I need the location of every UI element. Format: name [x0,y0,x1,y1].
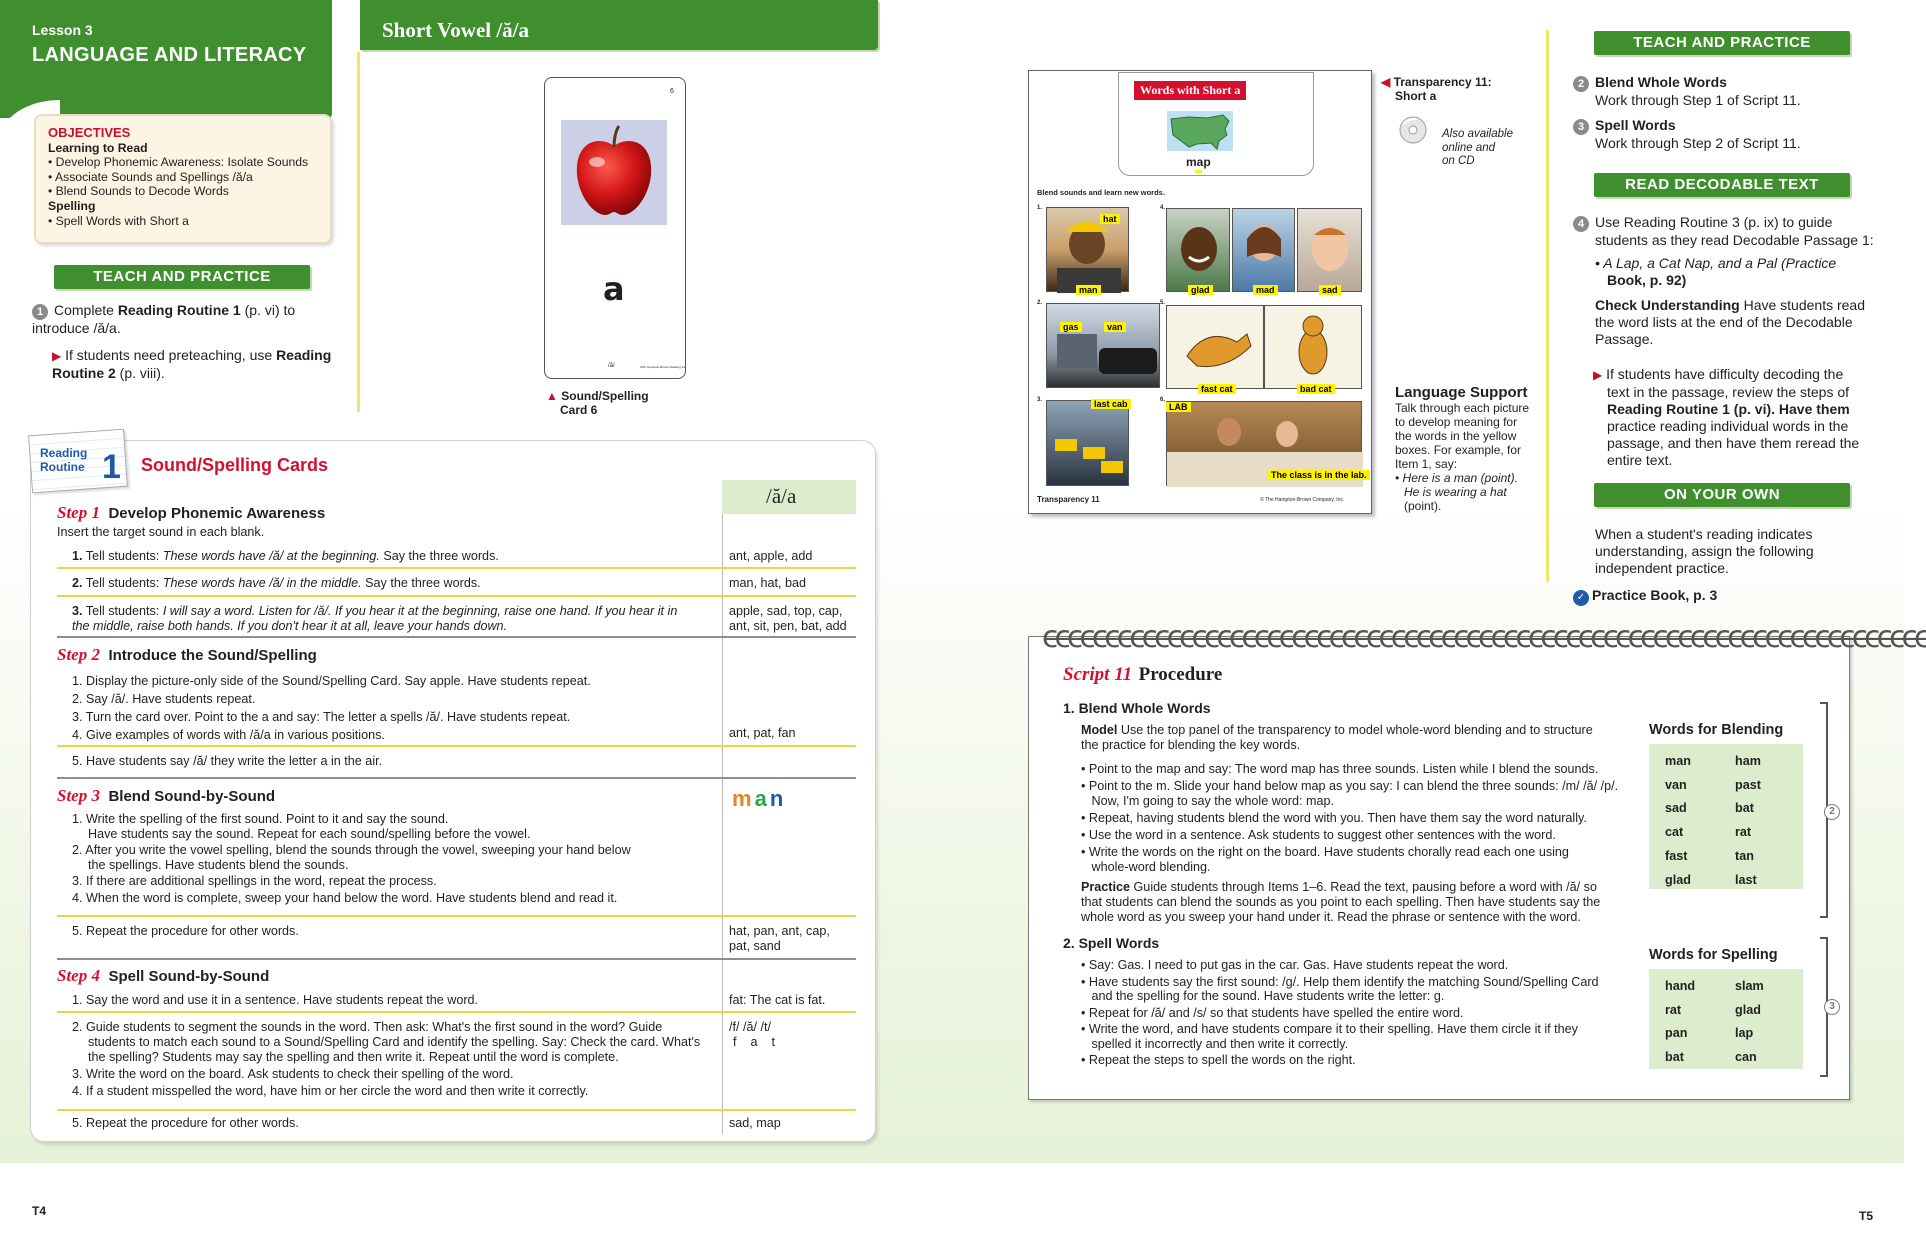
item-4-line: students as they read Decodable Passage 1: [1595,232,1874,248]
step-4-title: Spell Sound-by-Sound [108,968,270,985]
girl-icon [1233,209,1296,293]
item-1 [32,302,332,337]
step-4-row: 3. Write the word on the board. Ask students to check their spelling of the word. [72,1067,514,1081]
step-3-marker: 3 [1824,999,1840,1015]
cd-text-line: Also available [1442,128,1513,140]
spell-word: lap [1735,1026,1754,1040]
script-bullet: whole-word blending. [1081,860,1211,874]
read-decodable-bar: READ DECODABLE TEXT [1594,173,1850,197]
on-your-own-bar: ON YOUR OWN [1594,483,1850,507]
spiral-binding: ϵϵϵϵϵϵϵϵϵϵϵϵϵϵϵϵϵϵϵϵϵϵϵϵϵϵϵϵϵϵϵϵϵϵϵϵϵϵϵϵϵϵϵϵϵϵϵϵϵϵϵϵϵϵϵϵϵϵϵϵϵϵϵϵϵϵϵϵϵϵϵ [1042,620,1926,655]
page-number-right: T5 [1859,1209,1874,1223]
blend-word: ham [1735,754,1761,768]
spelling-row [1665,999,1803,1023]
model-paragraph [1081,723,1621,753]
spell-word: pan [1665,1026,1688,1040]
practice-line: that students can blend the sounds as you point to each spelling. Then have students say the [1081,895,1601,909]
photo-sad-boy [1297,208,1362,292]
tag-man: man [1076,285,1101,295]
practice-book-icon: ✓ [1573,590,1589,606]
step-1-row [72,549,712,564]
script-bullet: • Write the words on the right on the board. Have students chorally read each one using [1081,845,1569,859]
transparency-footer-right: © The Hampton-Brown Company, Inc. [1260,497,1345,503]
apple-picture [561,120,667,225]
words-for-blending-title: Words for Blending [1649,722,1784,738]
language-support-line: Talk through each picture [1395,401,1530,415]
transparency-caption-1: Transparency 11: [1393,75,1492,89]
letter-m: m [732,786,755,811]
step-1-label: Step 1 [57,503,100,522]
check-line: Have students read [1743,297,1865,313]
difficulty-line: text in the passage, review the steps of [1607,384,1850,400]
step-1-answer: ant, apple, add [729,549,813,563]
language-support-line: Item 1, say: [1395,457,1458,471]
script-bullet: • Point to the m. Slide your hand below map as you say: I can blend the three sounds: /m/ /ă/ /p/. [1081,779,1619,793]
step-2-answer: ant, pat, fan [729,726,796,740]
spell-word: rat [1665,1002,1682,1017]
step-3-label: Step 3 [57,786,100,805]
words-for-blending-table [1649,744,1803,889]
routine-tab-number: 1 [102,448,121,486]
card-letter: a [603,270,625,308]
check-line: Passage. [1595,331,1654,347]
language-support [1395,386,1545,513]
row-divider [57,567,856,569]
number-badge: 4 [1573,216,1589,232]
step-1-header [57,503,325,523]
tag-mad: mad [1253,285,1278,295]
step-2-row: 2. Say /ă/. Have students repeat. [72,692,256,706]
tag-last-cab: last cab [1091,399,1131,409]
item-4-bullet-cont: Book, p. 92) [1607,272,1687,288]
tag-glad: glad [1188,285,1213,295]
red-triangle-left-icon: ◀ [1381,75,1391,89]
tag-van: van [1104,322,1126,332]
on-your-own-line: independent practice. [1595,560,1729,576]
blend-word: tan [1735,848,1754,863]
blend-bullets [1081,761,1621,876]
on-your-own-line: When a student's reading indicates [1595,526,1813,542]
illustration-bad-cat [1264,305,1362,389]
practice-label: Practice [1081,880,1131,894]
column-divider-left [357,52,360,412]
check-line: the word lists at the end of the Decodable [1595,314,1853,330]
script-bullet: and the spelling for the sound. Have students write the letter: g. [1081,989,1445,1003]
preteach-text: If students need preteaching, use [65,347,277,363]
step-4-label: Step 4 [57,966,100,985]
words-for-spelling-table [1649,969,1803,1069]
tag-sad: sad [1319,285,1341,295]
page-bottom [0,1163,1904,1240]
step-3-row: the spellings. Have students blend the sounds. [88,858,349,872]
item-number: 5. [1160,300,1166,306]
card-caption-1: Sound/Spelling [561,389,649,403]
answer-column-divider [722,514,723,1134]
row-divider [57,1109,856,1111]
row-divider [57,595,856,597]
row-text-italic: These words have /ă/ in the middle. [162,576,362,590]
transparency-footer-left: Transparency 11 [1037,495,1100,504]
photo-mad-girl [1232,208,1295,292]
step-4-answer-sounds: /f/ /ă/ /t/ [729,1020,771,1034]
step-2-row: 1. Display the picture-only side of the Sound/Spelling Card. Say apple. Have students repeat. [72,674,591,688]
row-text-end: Say the three words. [379,549,499,563]
script-bullet: • Repeat for /ă/ and /s/ so that students have spelled the entire word. [1081,1005,1464,1020]
page-number-left: T4 [32,1204,47,1218]
script-bullet: • Repeat, having students blend the word with you. Then have them say the word naturally. [1081,811,1587,825]
step-4-header [57,966,269,986]
script-bullet: • Write the word, and have students compare it to their spelling. Have them circle it if they [1081,1022,1578,1036]
letter-n: n [769,786,787,811]
red-triangle-icon: ▲ [546,389,558,403]
on-your-own-text [1595,526,1885,577]
item-2 [1573,74,1873,109]
blend-word: rat [1735,825,1752,840]
difficulty-line: Reading Routine 1 (p. vi). Have them [1607,401,1850,417]
step-4-row: 2. Guide students to segment the sounds in the word. Then ask: What's the first sound in the word? Guide [72,1020,663,1034]
row-text-end: Say the three words. [361,576,481,590]
red-arrow-icon: ▶ [1593,368,1603,382]
script-bullet: • Point to the map and say: The word map has three sounds. Listen while I blend the sounds. [1081,762,1599,776]
practice-paragraph [1081,880,1621,925]
practice-book-label: Practice Book, p. 3 [1592,587,1718,603]
step-1-answer: man, hat, bad [729,576,807,590]
card-corner-number: 6 [670,88,674,95]
blending-row [1665,750,1803,774]
item-3-title: Spell Words [1595,117,1676,133]
step-3-row: 2. After you write the vowel spelling, blend the sounds through the vowel, sweeping your hand below [72,843,631,857]
difficulty-note [1593,366,1883,469]
script-label: Script 11 [1063,664,1133,685]
step-1-intro: Insert the target sound in each blank. [57,525,265,539]
objectives-box [34,114,332,244]
cab-icon [1047,401,1130,487]
bad-cat-icon [1265,306,1363,390]
number-badge: 2 [1573,76,1589,92]
lesson-title: LANGUAGE AND LITERACY [32,44,307,66]
step-3-row: 3. If there are additional spellings in the word, repeat the process. [72,874,437,888]
us-map-picture [1167,111,1233,151]
practice-line: Guide students through Items 1–6. Read the text, pausing before a word with /ă/ so [1133,880,1597,894]
spell-words-title: 2. Spell Words [1063,935,1160,951]
number-badge: 1 [32,304,48,320]
model-label: Model [1081,723,1118,737]
routine-tab-label-1: Reading [40,446,88,460]
red-arrow-icon: ▶ [52,349,62,363]
step-2-title: Introduce the Sound/Spelling [108,647,317,664]
step-2-label: Step 2 [57,645,100,664]
step-3-list [72,812,712,906]
cd-text-line: on CD [1442,155,1475,167]
item-4-line: Use Reading Routine 3 (p. ix) to guide [1595,214,1833,230]
card-caption-2: Card 6 [560,403,598,417]
illustration-fast-cat [1166,305,1264,389]
spelling-row [1665,975,1803,999]
photo-last-cab [1046,400,1129,486]
language-support-heading: Language Support [1395,384,1528,401]
item-number: 4. [1160,205,1166,211]
photo-gas-van [1046,303,1160,388]
step-3-title: Blend Sound-by-Sound [108,788,276,805]
row-divider [57,745,856,747]
blending-row [1665,845,1803,869]
objective-item: • Associate Sounds and Spellings /ă/a [48,169,253,184]
step-3-header [57,786,275,806]
sad-boy-icon [1298,209,1363,293]
step-3-row: 5. Repeat the procedure for other words. [72,924,299,938]
spell-word: slam [1735,979,1764,993]
column-divider-right [1546,30,1549,582]
step-divider [57,636,856,638]
row-divider [57,1011,856,1013]
item-2-title: Blend Whole Words [1595,74,1727,90]
words-for-spelling-title: Words for Spelling [1649,947,1778,963]
spell-word: hand [1665,979,1696,993]
transparency-caption-2: Short a [1395,89,1437,103]
step-4-answer-letters: f a t [733,1035,775,1049]
routine-tab-label [40,446,87,474]
spell-word: can [1735,1049,1757,1064]
practice-book-link[interactable] [1573,587,1717,606]
language-support-bullet: He is wearing a hat [1404,485,1507,499]
check-understanding [1595,297,1885,348]
letter-a: a [754,786,770,811]
tag-hat: hat [1100,214,1120,224]
item-2-text: Work through Step 1 of Script 11. [1595,92,1801,108]
card-footer-sound: /ă/ [608,363,615,369]
blend-word: van [1665,777,1687,792]
row-text: Tell students: [85,576,163,590]
section-title: Short Vowel /ă/a [382,18,530,42]
script-bullet: • Use the word in a sentence. Ask students to suggest other sentences with the word. [1081,828,1556,842]
step-4-answer: fat: The cat is fat. [729,993,826,1007]
difficulty-line: entire text. [1607,452,1673,468]
script-title: Procedure [1138,664,1223,685]
spell-bullets [1081,957,1621,1069]
model-line: Use the top panel of the transparency to model whole-word blending and to structure [1120,723,1593,737]
step-4-list [72,1020,712,1099]
item-4 [1573,214,1883,289]
routine-tab-label-2: Routine [40,460,85,474]
fast-cat-icon [1167,306,1265,390]
objectives-heading: OBJECTIVES [48,125,131,140]
tag-class-in-lab: The class is in the lab. [1268,470,1370,480]
blending-row [1665,869,1803,893]
step-1-title: Develop Phonemic Awareness [108,505,326,522]
cd-text [1442,128,1513,169]
blending-row [1665,797,1803,821]
script-bullet: Now, I'm going to say the whole word: map. [1081,794,1334,808]
on-your-own-line: understanding, assign the following [1595,543,1814,559]
blend-word: glad [1665,872,1691,887]
item-number: 1. [1037,205,1043,211]
spelling-row [1665,1022,1803,1046]
difficulty-line: passage, and then have them reread the [1607,435,1860,451]
step-1-row [72,604,692,634]
step-3-answer: hat, pan, ant, cap, pat, sand [729,924,830,953]
tag-gas: gas [1060,322,1082,332]
row-text-italic: These words have /ă/ at the beginning. [162,549,380,563]
script-header [1063,664,1222,686]
step-divider [57,777,856,779]
language-support-bullet: (point). [1404,499,1442,513]
spelling-label: Spelling [48,198,96,213]
row-number: 1. [72,549,83,563]
step-2-list [72,672,712,744]
cd-disc-icon [1397,114,1429,146]
item-number: 6. [1160,397,1166,403]
model-line: the practice for blending the key words. [1081,738,1301,752]
step-4-row: 5. Repeat the procedure for other words. [72,1116,299,1130]
row-text: Tell students: [85,549,163,563]
step-3-row: Have students say the sound. Repeat for each sound/spelling before the vowel. [88,827,531,841]
card-caption [546,389,649,417]
transparency-caption [1381,75,1492,103]
transparency-title: Words with Short a [1134,81,1246,100]
learning-to-read-label: Learning to Read [48,140,148,155]
transparency-instruction: Blend sounds and learn new words. [1037,188,1165,197]
spell-word: glad [1735,1002,1761,1017]
cd-text-line: online and [1442,141,1496,154]
man-word [732,786,786,812]
row-text-italic: I will say a word. Listen for /ă/. If you hear it at the beginning, raise one hand. If you hear it in the middle, raise both hands. If you don't hear it at all, leave your hands down. [72,604,678,633]
teach-practice-bar-left: TEACH AND PRACTICE [54,265,310,289]
map-word-highlight [1195,170,1202,173]
row-text: Tell students: [85,604,163,618]
van-icon [1047,304,1161,389]
preteach-note [52,347,337,382]
item-number: 3. [1037,397,1043,403]
spelling-row [1665,1046,1803,1070]
teach-practice-bar-right: TEACH AND PRACTICE [1594,31,1850,55]
step-3-row: 1. Write the spelling of the first sound. Point to it and say the sound. [72,812,449,826]
blend-whole-words-title: 1. Blend Whole Words [1063,700,1211,716]
us-map-icon [1167,111,1233,151]
step-1-answer: apple, sad, top, cap, ant, sit, pen, bat, add [729,604,847,633]
step-2-row: 4. Give examples of words with /ă/a in various positions. [72,728,385,742]
difficulty-line: If students have difficulty decoding the [1606,366,1844,382]
step-4-answer: sad, map [729,1116,781,1130]
blending-row [1665,821,1803,845]
routine-title: Sound/Spelling Cards [141,455,329,475]
photo-glad-boy [1166,208,1230,292]
language-support-line: the words in the yellow [1395,429,1517,443]
blend-word: past [1735,777,1761,792]
lesson-label: Lesson 3 [32,22,93,38]
row-number: 2. [72,576,83,590]
step-1-row [72,576,712,591]
blend-word: bat [1735,801,1754,816]
script-bullet: • Repeat the steps to spell the words on the right. [1081,1053,1356,1067]
script-bullet: • Have students say the first sound: /g/. Help them identify the matching Sound/Spelling Card [1081,974,1599,989]
blending-row [1665,774,1803,798]
step-4-row: 1. Say the word and use it in a sentence. Have students repeat the word. [72,993,479,1007]
step-2-row: 3. Turn the card over. Point to the a and say: The letter a spells /ă/. Have students repeat. [72,710,571,724]
answer-header-sound: /ă/a [766,484,797,508]
script-bullet: spelled it incorrectly and then write it correctly. [1081,1036,1349,1051]
item-number: 2. [1037,300,1043,306]
blend-word: sad [1665,801,1687,816]
spell-word: bat [1665,1049,1684,1064]
language-support-line: to develop meaning for [1395,415,1518,429]
blend-word: cat [1665,825,1684,840]
practice-line: whole word as you sweep your hand under it. Read the phrase or sentence with the word. [1081,910,1581,924]
tag-bad-cat: bad cat [1297,384,1335,394]
step-2-row: 5. Have students say /ă/ they write the letter a in the air. [72,754,383,768]
item-1-text: Complete [54,302,118,318]
apple-icon [561,120,667,225]
language-support-bullet: • Here is a man (point). [1395,471,1518,485]
card-footer-credit: SSC Hampton-Brown Reading 1A [640,365,686,369]
cd-icon [1397,114,1429,146]
step-4-row: students to match each sound to a Sound/Spelling Card and identify the spelling. Say: Check the card. What's [88,1035,701,1049]
preteach-bold: Reading Routine 2 [52,347,332,381]
difficulty-line: practice reading individual words in the [1607,418,1849,434]
number-badge: 3 [1573,119,1589,135]
step-divider [57,958,856,960]
step-3-row: 4. When the word is complete, sweep your hand below the word. Have students blend and read it. [72,891,618,905]
objective-item: • Blend Sounds to Decode Words [48,184,229,199]
step-4-row: the spelling? Students may say the spelling and then write it. Repeat until the word is complete. [88,1050,619,1064]
blend-word: fast [1665,848,1688,863]
row-number: 3. [72,604,83,618]
row-divider [57,915,856,917]
script-bullet: • Say: Gas. I need to put gas in the car. Gas. Have students repeat the word. [1081,958,1509,972]
check-title: Check Understanding [1595,297,1740,313]
blend-word: man [1665,754,1691,768]
step-2-marker: 2 [1824,804,1840,820]
objective-item: • Spell Words with Short a [48,213,189,228]
map-word: map [1186,155,1211,169]
boy-icon [1167,209,1231,293]
item-1-text-end: (p. vi) to introduce /ă/a. [32,302,296,336]
item-3-text: Work through Step 2 of Script 11. [1595,135,1801,151]
language-support-line: boxes. For example, for [1395,443,1522,457]
tag-lab: LAB [1166,402,1191,412]
objective-item: • Develop Phonemic Awareness: Isolate Sounds [48,155,309,170]
blend-word: last [1735,872,1757,887]
item-1-bold: Reading Routine 1 [117,302,241,318]
item-3 [1573,117,1873,152]
item-4-bullet: • A Lap, a Cat Nap, and a Pal (Practice [1595,255,1837,271]
preteach-text-end: (p. viii). [115,365,165,381]
tag-fast-cat: fast cat [1198,384,1236,394]
step-2-header [57,645,317,665]
step-4-row: 4. If a student misspelled the word, have him or her circle the word and then write it correctly. [72,1084,589,1098]
